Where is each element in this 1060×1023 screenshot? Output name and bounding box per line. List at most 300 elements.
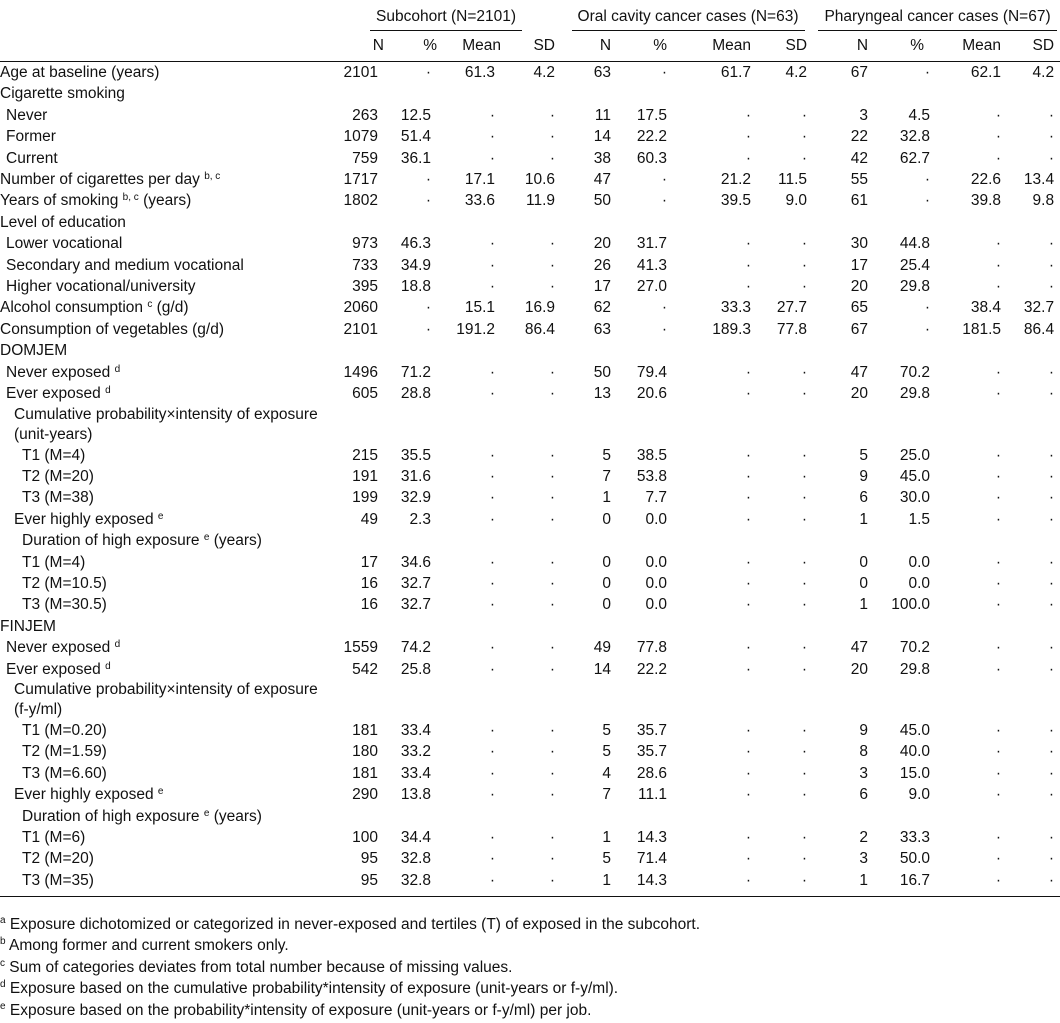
table-cell: · — [489, 510, 495, 528]
table-cell: 21.2 — [720, 171, 752, 189]
table-cell: 3 — [859, 764, 869, 782]
table-cell: · — [995, 467, 1002, 485]
table-cell: 13.4 — [1023, 171, 1055, 189]
table-cell — [815, 83, 880, 104]
table-cell — [561, 530, 623, 551]
table-cell: · — [1048, 574, 1055, 592]
table-cell: 3 — [859, 106, 869, 124]
table-cell: · — [745, 660, 752, 678]
table-cell: 30 — [850, 235, 869, 253]
table-cell: 34.6 — [400, 553, 431, 571]
table-cell: 39.5 — [720, 192, 752, 210]
table-cell: 46.3 — [400, 235, 431, 253]
table-cell: · — [745, 850, 752, 868]
table-cell: 32.7 — [1023, 299, 1055, 317]
subcolumn-header-row — [0, 31, 1060, 62]
table-cell — [880, 340, 936, 361]
table-cell: 47 — [850, 639, 869, 657]
table-cell: · — [995, 596, 1002, 614]
table-cell: 22 — [850, 128, 869, 146]
table-cell: · — [801, 553, 808, 571]
table-row — [0, 148, 1060, 169]
table-cell: 6 — [859, 786, 869, 804]
table-cell — [384, 680, 437, 720]
row-label-text: Never — [6, 106, 48, 124]
table-cell: 32.8 — [384, 870, 437, 897]
table-cell: 32.7 — [400, 596, 431, 614]
footnotes — [0, 914, 1060, 1021]
table-cell — [757, 530, 815, 551]
footnote-mark: e — [0, 1000, 6, 1012]
table-cell: 973 — [352, 235, 378, 253]
table-cell: 41.3 — [636, 256, 668, 274]
row-label — [0, 870, 331, 897]
table-cell: · — [995, 446, 1002, 464]
table-cell: 49 — [360, 510, 378, 528]
table-cell — [501, 405, 561, 445]
col-header-sd: SD — [1007, 31, 1060, 62]
table-cell — [880, 680, 936, 720]
footnote-marker: b, c — [204, 171, 221, 183]
table-cell — [936, 405, 1007, 445]
table-cell: · — [549, 128, 556, 146]
footnote — [0, 935, 1060, 956]
table-cell: 27.0 — [636, 278, 668, 296]
table-cell: · — [936, 870, 1007, 897]
table-cell: 50.0 — [899, 850, 931, 868]
table-cell: 29.8 — [899, 278, 931, 296]
table-row — [0, 319, 1060, 340]
table-row — [0, 680, 1060, 720]
table-cell: · — [995, 639, 1002, 657]
table-cell: 733 — [352, 256, 378, 274]
table-cell: · — [1048, 721, 1055, 739]
table-row — [0, 405, 1060, 445]
table-row — [0, 848, 1060, 869]
table-cell: 189.3 — [712, 320, 752, 338]
table-cell: 39.8 — [970, 192, 1002, 210]
row-label-text: T3 (M=6.60) — [22, 764, 107, 782]
table-cell: 16.9 — [524, 299, 556, 317]
table-cell: · — [489, 743, 495, 761]
table-cell — [679, 530, 757, 551]
table-cell: · — [995, 385, 1002, 403]
table-cell: 6 — [859, 489, 869, 507]
col-header-pct: % — [880, 31, 936, 62]
row-label — [0, 848, 331, 869]
table-cell: 2101 — [343, 64, 378, 81]
table-cell: · — [801, 467, 808, 485]
table-cell — [815, 680, 880, 720]
table-cell: · — [489, 553, 495, 571]
table-cell: 33.6 — [464, 192, 495, 210]
table-cell: 2060 — [343, 299, 378, 317]
table-cell: 20 — [850, 660, 869, 678]
table-cell: · — [801, 128, 808, 146]
table-cell: 1079 — [343, 128, 378, 146]
table-cell: · — [1048, 489, 1055, 507]
row-label — [0, 233, 331, 254]
table-cell: · — [995, 256, 1002, 274]
footnote-mark: d — [0, 979, 6, 991]
table-cell — [437, 405, 501, 445]
table-cell — [437, 680, 501, 720]
table-cell — [623, 806, 679, 827]
row-label-text: Never exposed — [6, 639, 111, 657]
row-label — [0, 680, 331, 720]
table-cell: 542 — [352, 660, 378, 678]
table-cell — [623, 405, 679, 445]
table-cell: 61.7 — [720, 64, 752, 81]
table-cell: · — [801, 574, 808, 592]
table-cell: · — [1048, 446, 1055, 464]
table-cell — [623, 680, 679, 720]
table-cell: · — [801, 786, 808, 804]
table-cell: 20 — [850, 385, 869, 403]
table-cell — [936, 212, 1007, 233]
row-label — [0, 720, 331, 741]
row-label-text: Ever exposed — [6, 385, 101, 403]
table-cell: · — [549, 596, 556, 614]
table-cell: 28.6 — [636, 764, 668, 782]
table-cell: 30.0 — [899, 489, 931, 507]
col-header-sd: SD — [757, 31, 815, 62]
table-cell — [1007, 83, 1060, 104]
table-cell: · — [745, 106, 752, 124]
table-cell: 35.7 — [636, 743, 668, 761]
table-cell: · — [489, 278, 495, 296]
table-cell: 1 — [859, 510, 869, 528]
table-row — [0, 806, 1060, 827]
table-cell: · — [1048, 764, 1055, 782]
table-cell: · — [489, 764, 495, 782]
table-cell: 9.0 — [908, 786, 931, 804]
table-cell: 63 — [593, 64, 612, 81]
col-header-mean: Mean — [437, 31, 501, 62]
table-cell: 32.7 — [400, 574, 431, 592]
table-cell: · — [745, 639, 752, 657]
table-cell: 86.4 — [524, 320, 556, 338]
table-cell: 10.6 — [524, 171, 556, 189]
table-cell: 25.4 — [899, 256, 931, 274]
table-cell: · — [437, 870, 501, 897]
table-cell — [501, 340, 561, 361]
table-cell: 95 — [331, 870, 384, 897]
table-cell: · — [489, 639, 495, 657]
row-label-unit: (g/d) — [152, 299, 189, 317]
table-cell: 20 — [850, 278, 869, 296]
row-label — [0, 212, 331, 233]
table-row — [0, 105, 1060, 126]
table-cell: 14 — [593, 128, 612, 146]
table-cell: · — [661, 320, 668, 338]
table-cell — [437, 530, 501, 551]
table-row — [0, 466, 1060, 487]
row-label-unit: (years) — [209, 532, 262, 550]
table-cell: 17 — [360, 553, 378, 571]
table-cell: 0.0 — [645, 574, 668, 592]
table-cell — [331, 405, 384, 445]
footnote — [0, 914, 1060, 935]
table-cell: 47 — [593, 171, 612, 189]
table-cell: 34.4 — [400, 829, 431, 846]
table-cell: · — [1048, 385, 1055, 403]
table-cell: · — [995, 574, 1002, 592]
table-cell — [561, 340, 623, 361]
table-cell: 45.0 — [899, 467, 931, 485]
table-row — [0, 827, 1060, 848]
table-cell: · — [549, 764, 556, 782]
table-cell — [384, 530, 437, 551]
table-cell: · — [801, 256, 808, 274]
footnote-marker: d — [114, 639, 121, 651]
table-cell: 199 — [352, 489, 378, 507]
row-label-text: Number of cigarettes per day — [0, 171, 200, 189]
table-row — [0, 763, 1060, 784]
table-cell: 31.6 — [400, 467, 431, 485]
table-cell: · — [995, 235, 1002, 253]
table-cell: · — [801, 660, 808, 678]
table-cell — [936, 806, 1007, 827]
table-cell: · — [489, 235, 495, 253]
row-label-text: T3 (M=30.5) — [22, 596, 107, 614]
table-cell: · — [924, 299, 931, 317]
table-cell: 71.4 — [636, 850, 668, 868]
table-cell: · — [1048, 128, 1055, 146]
table-cell: 27.7 — [776, 299, 808, 317]
table-cell: · — [801, 596, 808, 614]
table-cell: · — [801, 385, 808, 403]
table-cell: 15.1 — [464, 299, 495, 317]
table-cell: 63 — [593, 320, 612, 338]
table-cell: 4.2 — [1032, 64, 1055, 81]
table-cell: 759 — [352, 149, 378, 167]
table-cell: · — [1048, 660, 1055, 678]
table-cell: 2101 — [343, 320, 378, 338]
table-row — [0, 530, 1060, 551]
table-cell: 5 — [602, 721, 612, 739]
table-cell: 22.2 — [636, 128, 668, 146]
table-cell: · — [425, 320, 431, 338]
row-label-unit: (years) — [209, 807, 262, 825]
table-cell — [623, 530, 679, 551]
row-label-text: T2 (M=20) — [22, 467, 94, 485]
table-cell: 35.7 — [636, 721, 668, 739]
footnote-mark: c — [0, 957, 5, 969]
footnote-marker: e — [203, 532, 210, 544]
row-label-text: Years of smoking — [0, 192, 119, 210]
table-cell: 25.0 — [899, 446, 931, 464]
table-cell — [679, 616, 757, 637]
row-label-text: Alcohol consumption — [0, 299, 144, 317]
row-label-line2: (f-y/ml) — [14, 700, 63, 718]
table-cell: 25.8 — [400, 660, 431, 678]
table-cell: · — [549, 553, 556, 571]
table-cell: 14 — [593, 660, 612, 678]
table-cell: 26 — [593, 256, 612, 274]
footnote — [0, 1000, 1060, 1021]
table-cell: · — [745, 553, 752, 571]
table-cell: · — [801, 149, 808, 167]
table-cell — [437, 212, 501, 233]
footnote-mark: a — [0, 915, 6, 926]
table-cell: · — [489, 363, 495, 381]
table-cell — [1007, 405, 1060, 445]
table-cell: · — [1048, 850, 1055, 868]
table-row — [0, 487, 1060, 508]
table-cell — [384, 806, 437, 827]
table-cell: · — [995, 660, 1002, 678]
table-cell: · — [1048, 639, 1055, 657]
table-cell: · — [549, 743, 556, 761]
table-cell — [501, 83, 561, 104]
table-cell: · — [1048, 278, 1055, 296]
table-cell: 38.4 — [970, 299, 1002, 317]
table-cell — [757, 405, 815, 445]
row-label-unit: (years) — [138, 192, 192, 210]
table-cell: · — [425, 64, 431, 81]
table-cell: 9 — [859, 467, 869, 485]
table-cell: · — [1048, 596, 1055, 614]
table-cell — [1007, 806, 1060, 827]
table-cell: · — [995, 786, 1002, 804]
table-cell: · — [995, 510, 1002, 528]
row-label — [0, 297, 331, 318]
table-cell: 0.0 — [908, 553, 931, 571]
col-header-n: N — [561, 31, 623, 62]
table-row — [0, 741, 1060, 762]
table-cell: · — [745, 764, 752, 782]
table-cell: 62 — [593, 299, 612, 317]
table-cell: · — [489, 385, 495, 403]
table-cell: · — [489, 256, 495, 274]
row-label-text: T2 (M=20) — [22, 850, 94, 868]
table-cell: 1.5 — [908, 510, 931, 528]
table-cell: · — [924, 64, 931, 81]
table-cell: 181 — [352, 721, 378, 739]
table-cell: · — [425, 171, 431, 189]
table-cell — [331, 83, 384, 104]
table-cell — [1007, 530, 1060, 551]
table-cell — [679, 212, 757, 233]
table-cell: · — [995, 128, 1002, 146]
table-cell: 16 — [360, 596, 378, 614]
table-cell: 33.3 — [899, 829, 931, 846]
table-cell — [679, 680, 757, 720]
table-cell: 8 — [859, 743, 869, 761]
row-label — [0, 383, 331, 404]
table-cell: · — [745, 574, 752, 592]
table-cell: 2 — [859, 829, 869, 846]
table-cell: 38.5 — [636, 446, 668, 464]
row-label-text: Ever exposed — [6, 660, 101, 678]
table-row — [0, 573, 1060, 594]
table-cell: 35.5 — [400, 446, 431, 464]
table-cell: 0.0 — [645, 596, 668, 614]
table-cell: 0 — [859, 574, 869, 592]
table-cell: · — [745, 128, 752, 146]
table-cell: 9 — [859, 721, 869, 739]
table-cell: 77.8 — [636, 639, 668, 657]
table-cell: 1 — [561, 870, 623, 897]
table-cell: · — [549, 278, 556, 296]
row-label — [0, 659, 331, 680]
table-cell: 32.8 — [899, 128, 931, 146]
table-row — [0, 616, 1060, 637]
table-cell: · — [549, 510, 556, 528]
table-cell: 1559 — [343, 639, 378, 657]
table-cell: · — [745, 149, 752, 167]
table-cell — [623, 212, 679, 233]
table-cell: · — [745, 363, 752, 381]
table-cell: 33.3 — [720, 299, 752, 317]
table-cell: · — [549, 489, 556, 507]
table-cell: · — [924, 320, 931, 338]
table-cell — [331, 616, 384, 637]
table-cell: 40.0 — [899, 743, 931, 761]
table-cell: · — [924, 192, 931, 210]
row-label — [0, 340, 331, 361]
table-cell — [623, 83, 679, 104]
table-cell: · — [549, 574, 556, 592]
table-cell: · — [489, 660, 495, 678]
table-cell: 22.2 — [636, 660, 668, 678]
table-cell: 33.2 — [400, 743, 431, 761]
table-cell — [384, 212, 437, 233]
table-cell — [561, 616, 623, 637]
table-body — [0, 62, 1060, 897]
footnote — [0, 978, 1060, 999]
row-label-text: Secondary and medium vocational — [6, 256, 244, 274]
table-cell: 17.1 — [464, 171, 495, 189]
table-cell: · — [924, 171, 931, 189]
table-cell — [936, 530, 1007, 551]
table-cell: 263 — [352, 106, 378, 124]
table-cell: · — [489, 786, 495, 804]
table-cell: · — [549, 721, 556, 739]
table-cell: 60.3 — [636, 149, 668, 167]
row-label — [0, 276, 331, 297]
footnote-marker: d — [105, 660, 111, 672]
row-label-text: T3 (M=35) — [22, 872, 94, 890]
table-cell: 33.4 — [400, 764, 431, 782]
table-cell — [331, 680, 384, 720]
table-cell — [331, 212, 384, 233]
table-cell — [679, 340, 757, 361]
table-cell — [437, 83, 501, 104]
table-cell: 36.1 — [400, 149, 431, 167]
table-cell: 1717 — [343, 171, 378, 189]
col-header-mean: Mean — [679, 31, 757, 62]
table-cell: · — [425, 299, 431, 317]
row-label-text: T1 (M=0.20) — [22, 721, 107, 739]
footnote-marker: b, c — [122, 192, 139, 204]
table-cell: · — [995, 106, 1002, 124]
table-cell — [936, 83, 1007, 104]
table-cell: · — [1048, 256, 1055, 274]
table-cell: 17.5 — [636, 106, 668, 124]
row-label-text: T1 (M=4) — [22, 446, 86, 464]
table-cell: 3 — [859, 850, 869, 868]
footnote-marker: c — [147, 299, 153, 311]
row-label-text: FINJEM — [0, 617, 56, 635]
table-cell: 20 — [593, 235, 612, 253]
table-row — [0, 62, 1060, 84]
table-cell — [1007, 680, 1060, 720]
row-label-text: Former — [6, 128, 56, 146]
table-cell: · — [745, 278, 752, 296]
table-cell: · — [549, 639, 556, 657]
